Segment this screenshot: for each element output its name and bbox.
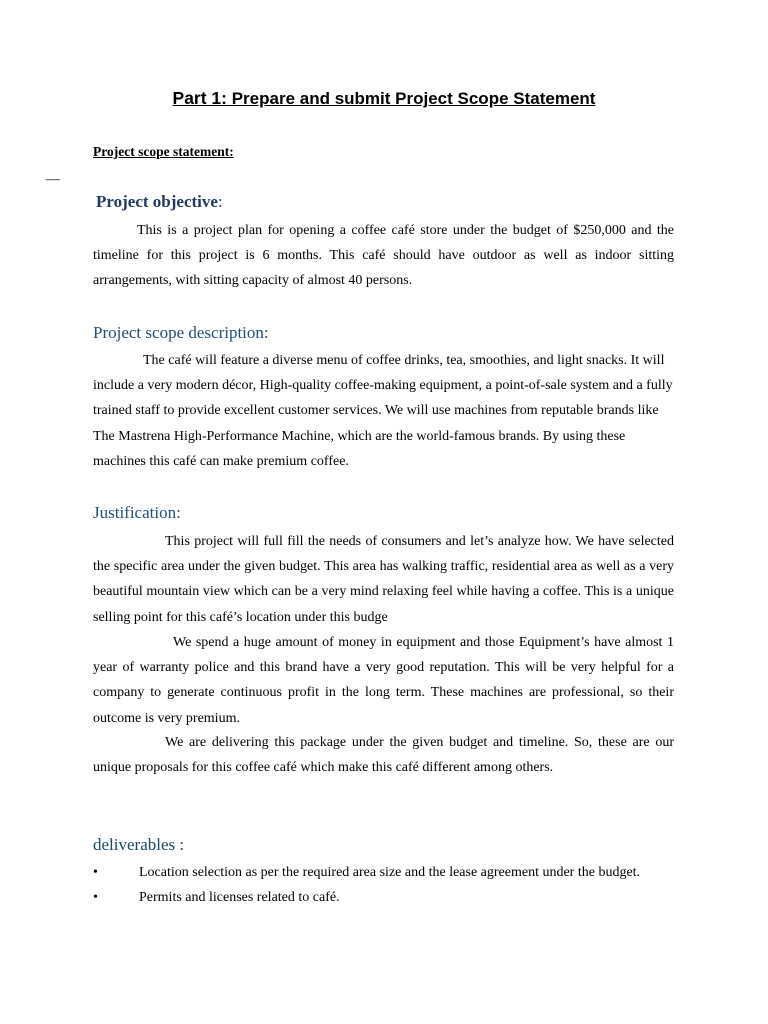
scope-description-paragraph: The café will feature a diverse menu of coffee drinks, tea, smoothies, and light snacks. It will include a very modern décor, High-quality coffee-making equipment, a point-of-sale system and a fully trained staff to provide excellent customer services. We will use machines from reputable brands like The Mastrena High-Performance Machine, which are the world-famous brands. By using these machines this café can make premium coffee. [93, 353, 673, 469]
justification-paragraph-3: We are delivering this package under the given budget and timeline. So, these are our unique proposals for this coffee café which make this café different among others. [93, 735, 674, 776]
dash-mark: — [46, 172, 60, 187]
objective-heading-colon: : [217, 192, 223, 211]
scope-description-heading: Project scope description: [93, 323, 269, 342]
title-part-label: Part 1: [172, 88, 227, 108]
objective-heading [96, 192, 223, 212]
justification-paragraph-2: We spend a huge amount of money in equipment and those Equipment’s have almost 1 year of warranty police and this brand have a very good reputation. This will be very helpful for a company to generate continuous profit in the long term. These machines are professional, so their outcome is very premium. [93, 635, 674, 726]
deliverable-text: Location selection as per the required area size and the lease agreement under the budget. [139, 865, 641, 880]
deliverables-heading: deliverables : [93, 835, 185, 854]
list-item [93, 860, 674, 885]
objective-paragraph: This is a project plan for opening a coffee café store under the budget of $250,000 and the timeline for this project is 6 months. This café should have outdoor as well as indoor sitting arrangements, with sitting capacity of almost 40 persons. [93, 223, 674, 289]
objective-heading-text: Project objective [96, 192, 218, 211]
bullet-icon: • [93, 865, 98, 880]
page-title [0, 88, 768, 109]
title-text: Prepare and submit Project Scope Statement [227, 89, 596, 108]
list-item [93, 885, 674, 910]
justification-paragraph-1: This project will full fill the needs of consumers and let’s analyze how. We have selected the specific area under the given budget. This area has walking traffic, residential area as well as a very beautiful mountain view which can be a very mind relaxing feel while having a coffee. This is a unique selling point for this café’s location under this budge [93, 534, 674, 625]
justification-heading: Justification: [93, 503, 181, 522]
scope-statement-subheading: Project scope statement: [93, 144, 234, 159]
deliverable-text: Permits and licenses related to café. [139, 890, 340, 906]
bullet-icon: • [93, 890, 98, 906]
deliverables-list [93, 860, 674, 910]
